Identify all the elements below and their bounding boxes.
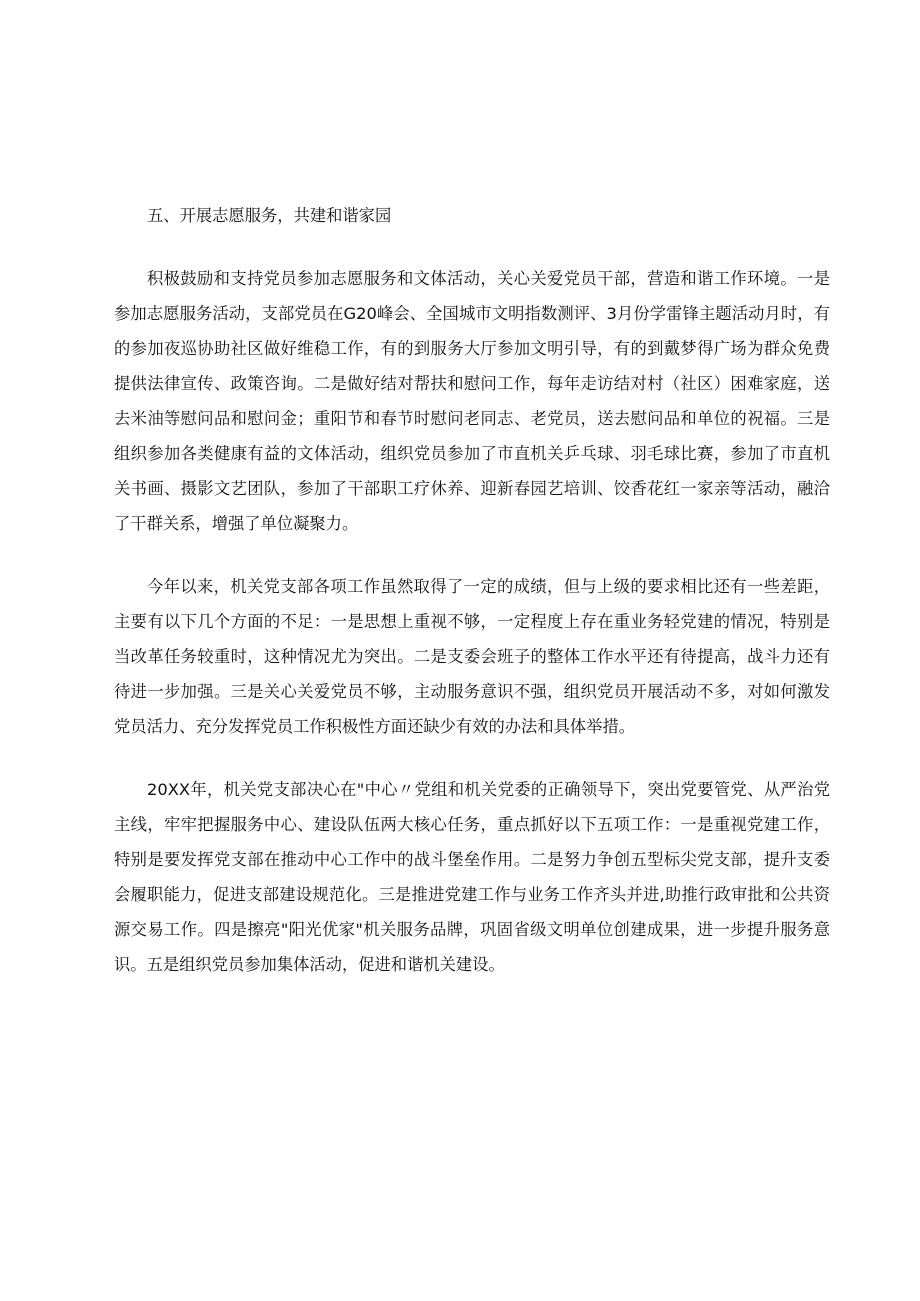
paragraph-shortcomings: 今年以来，机关党支部各项工作虽然取得了一定的成绩，但与上级的要求相比还有一些差距，主要有以下几个方面的不足：一是思想上重视不够，一定程度上存在重业务轻党建的情况，特别是当改革任务较重时，这种情况尤为突出。二是支委会班子的整体工作水平还有待提高，战斗力还有待进一步加强。三是关心关爱党员不够，主动服务意识不强，组织党员开展活动不多，对如何激发党员活力、充分发挥党员工作积极性方面还缺少有效的办法和具体举措。 — [114, 577, 830, 736]
paragraph-next-year-plan: 20XX年，机关党支部决心在"中心〃党组和机关党委的正确领导下，突出党要管党、从严治党主线，牢牢把握服务中心、建设队伍两大核心任务，重点抓好以下五项工作：一是重视党建工作，特别是要发挥党支部在推动中心工作中的战斗堡垒作用。二是努力争创五型标尖党支部，提升支委会履职能力，促进支部建设规范化。三是推进党建工作与业务工作齐头并进,助推行政审批和公共资源交易工作。四是擦亮"阳光优家"机关服务品牌，巩固省级文明单位创建成果，进一步提升服务意识。五是组织党员参加集体活动，促进和谐机关建设。 — [114, 780, 830, 974]
section-heading: 五、开展志愿服务，共建和谐家园 — [147, 206, 392, 225]
document-body — [114, 198, 830, 1010]
paragraph-volunteer-service: 积极鼓励和支持党员参加志愿服务和文体活动，关心关爱党员干部，营造和谐工作环境。一是参加志愿服务活动，支部党员在G20峰会、全国城市文明指数测评、3月份学雷锋主题活动月时，有的参加夜巡协助社区做好维稳工作，有的到服务大厅参加文明引导，有的到戴梦得广场为群众免费提供法律宣传、政策咨询。二是做好结对帮扶和慰问工作，每年走访结对村（社区）困难家庭，送去米油等慰问品和慰问金；重阳节和春节时慰问老同志、老党员，送去慰问品和单位的祝福。三是组织参加各类健康有益的文体活动，组织党员参加了市直机关乒乓球、羽毛球比赛，参加了市直机关书画、摄影文艺团队，参加了干部职工疗休养、迎新春园艺培训、饺香花红一家亲等活动，融洽了干群关系，增强了单位凝聚力。 — [114, 269, 830, 533]
